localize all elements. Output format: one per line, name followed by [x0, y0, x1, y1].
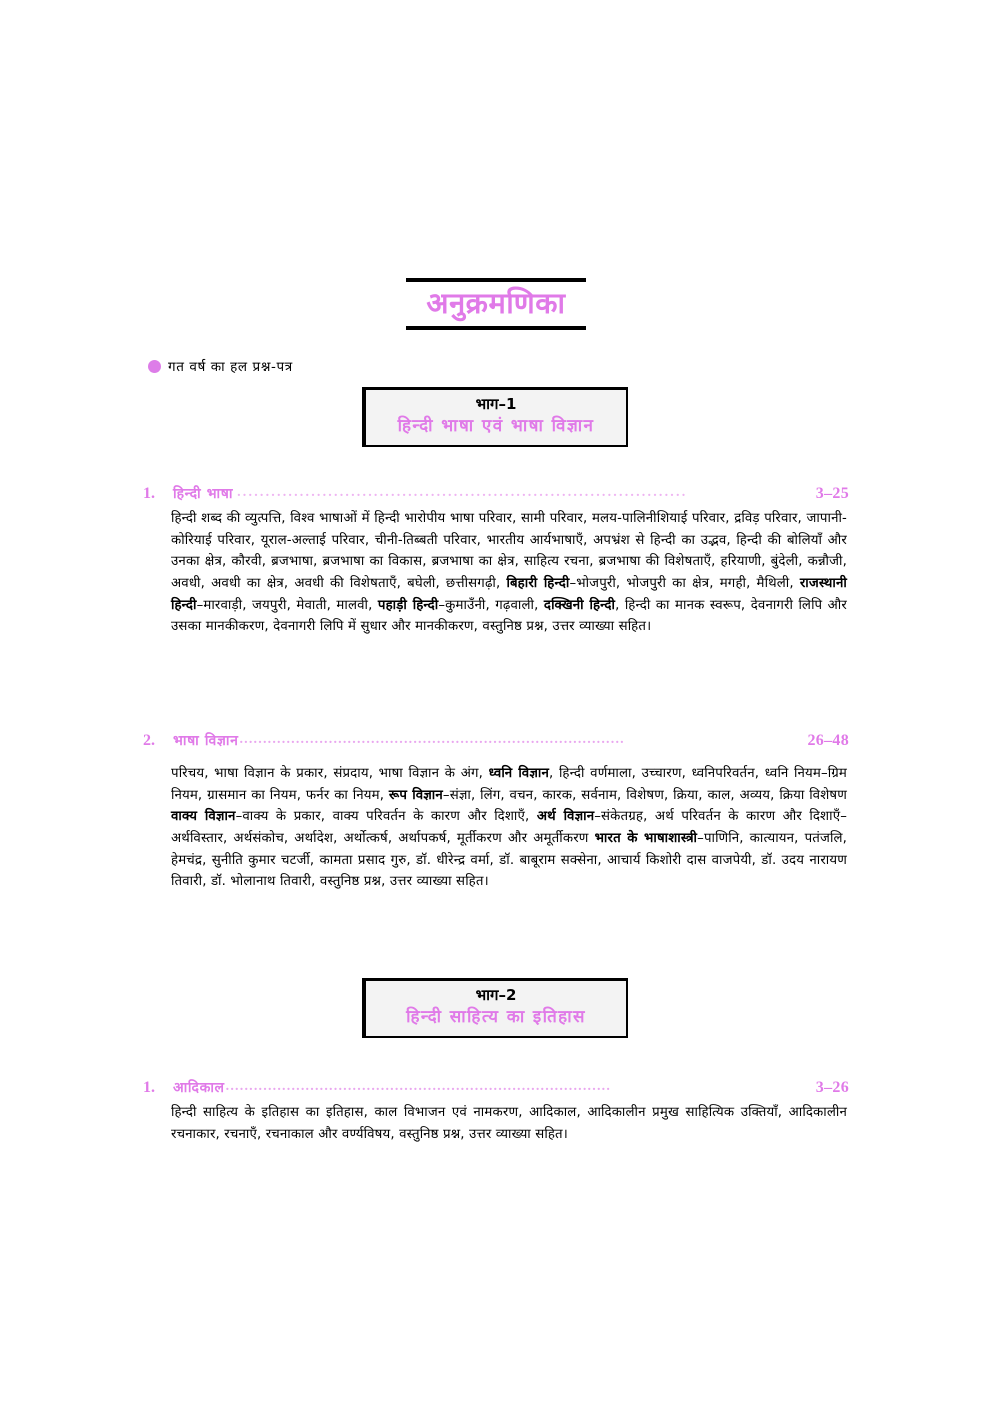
toc-entry-title[interactable]: भाषा विज्ञान: [173, 733, 239, 749]
page-title: अनुक्रमणिका: [426, 286, 566, 320]
part-2-title: हिन्दी साहित्य का इतिहास: [406, 1007, 586, 1028]
toc-entry-part1-2[interactable]: [143, 731, 849, 893]
toc-entry-description: हिन्दी शब्द की व्युत्पत्ति, विश्व भाषाओं में हिन्दी भारोपीय भाषा परिवार, सामी परिवार, मलय-पालिनीशियाई परिवार, द्रविड़ परिवार, जापानी-कोरियाई परिवार, यूराल-अल्ताई परिवार, चीनी-तिब्बती परिवार, भारतीय आर्यभाषाएँ, अपभ्रंश से हिन्दी का उद्भव, हिन्दी की बोलियाँ और उनका क्षेत्र, कौरवी, ब्रजभाषा, ब्रजभाषा का विकास, ब्रजभाषा का क्षेत्र, साहित्य रचना, ब्रजभाषा की विशेषताएँ, हरियाणी, बुंदेली, कन्नौजी, अवधी, अवधी का क्षेत्र, अवधी की विशेषताएँ, बघेली, छत्तीसगढ़ी, बिहारी हिन्दी–भोजपुरी, भोजपुरी का क्षेत्र, मगही, मैथिली, राजस्थानी हिन्दी–मारवाड़ी, जयपुरी, मेवाती, मालवी, पहाड़ी हिन्दी–कुमाउँनी, गढ़वाली, दक्खिनी हिन्दी, हिन्दी का मानक स्वरूप, देवनागरी लिपि और उसका मानकीकरण, देवनागरी लिपि में सुधार और मानकीकरण, वस्तुनिष्ठ प्रश्न, उत्तर व्याख्या सहित।: [171, 511, 847, 635]
toc-entry-part1-1[interactable]: [143, 484, 849, 638]
title-rule-bottom: [406, 326, 586, 330]
toc-entry-pages: 3–26: [815, 1079, 849, 1096]
toc-entry-number: 1.: [143, 1079, 155, 1096]
part-1-title: हिन्दी भाषा एवं भाषा विज्ञान: [397, 416, 595, 437]
part-2-number: भाग–2: [475, 986, 517, 1004]
toc-entry-title[interactable]: हिन्दी भाषा: [173, 486, 234, 502]
toc-entry-head[interactable]: [143, 484, 849, 503]
toc-entry-title[interactable]: आदिकाल: [173, 1080, 225, 1096]
toc-entry-description: परिचय, भाषा विज्ञान के प्रकार, संप्रदाय, भाषा विज्ञान के अंग, ध्वनि विज्ञान, हिन्दी वर्णमाला, उच्चारण, ध्वनिपरिवर्तन, ध्वनि नियम–ग्रिम नियम, ग्रासमान का नियम, फर्नर का नियम, रूप विज्ञान–संज्ञा, लिंग, वचन, कारक, सर्वनाम, विशेषण, क्रिया, काल, अव्यय, क्रिया विशेषण वाक्य विज्ञान–वाक्य के प्रकार, वाक्य परिवर्तन के कारण और दिशाएँ, अर्थ विज्ञान–संकेतग्रह, अर्थ परिवर्तन के कारण और दिशाएँ–अर्थविस्तार, अर्थसंकोच, अर्थादेश, अर्थोत्कर्ष, अर्थापकर्ष, मूर्तीकरण और अमूर्तीकरण भारत के भाषाशास्त्री–पाणिनि, कात्यायन, पतंजलि, हेमचंद्र, सुनीति कुमार चटर्जी, कामता प्रसाद गुरु, डॉ. धीरेन्द्र वर्मा, डॉ. बाबूराम सक्सेना, आचार्य किशोरी दास वाजपेयी, डॉ. उदय नारायण तिवारी, डॉ. भोलानाथ तिवारी, वस्तुनिष्ठ प्रश्न, उत्तर व्याख्या सहित।: [171, 766, 848, 890]
part-box-2: [362, 978, 628, 1038]
toc-entry-number: 2.: [143, 732, 155, 749]
toc-dot-leader: ...............................................................................: [237, 485, 688, 500]
toc-entry-head[interactable]: [143, 731, 849, 750]
toc-dot-leader: ..................................................................................: [225, 1079, 612, 1094]
part-1-number: भाग–1: [475, 395, 517, 413]
toc-dot-leader: ..................................................................................: [239, 732, 625, 747]
note-label: गत वर्ष का हल प्रश्न-पत्र: [168, 359, 293, 375]
toc-entry-pages: 26–48: [807, 732, 849, 749]
part-box-1: [362, 387, 628, 447]
toc-entry-head[interactable]: [143, 1078, 849, 1097]
toc-entry-number: 1.: [143, 485, 155, 502]
previous-year-paper-note: [148, 357, 293, 375]
toc-entry-part2-1[interactable]: [143, 1078, 849, 1145]
toc-entry-pages: 3–25: [815, 485, 849, 502]
filled-circle-bullet-icon: [148, 360, 161, 373]
toc-entry-description: हिन्दी साहित्य के इतिहास का इतिहास, काल विभाजन एवं नामकरण, आदिकाल, आदिकालीन प्रमुख साहित्यिक उक्तियाँ, आदिकालीन रचनाकार, रचनाएँ, रचनाकाल और वर्ण्यविषय, वस्तुनिष्ठ प्रश्न, उत्तर व्याख्या सहित।: [171, 1105, 847, 1142]
page-title-block: [406, 278, 586, 330]
